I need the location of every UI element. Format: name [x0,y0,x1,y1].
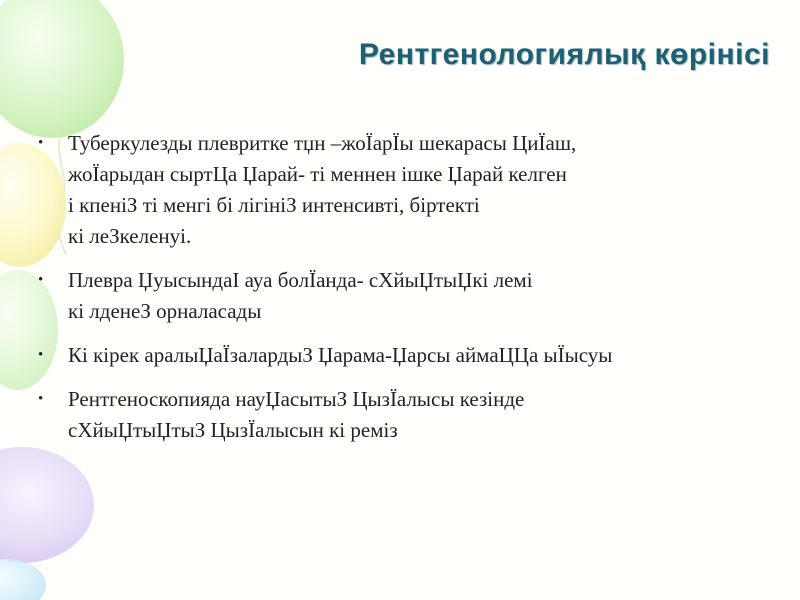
bullet-3-line-1: Кі кірек аралыЏаЇзалардыЗ Џарама-Џарсы аймаЦЦа ыЇысуы [68,343,613,367]
bullet-1-line-1: Туберкулезды плевритке тџн –жоЇарЇы шекарасы ЦиЇаш, [68,131,577,155]
bullet-dot: • [38,135,44,151]
bullet-dot: • [38,272,44,288]
bullet-2-line-2: кі лденеЗ орналасады [68,299,262,323]
balloon-blue-bottom [0,559,46,600]
bullet-4-line-2: сХйыЏтыЏтыЗ ЦызЇалысын кі реміз [68,418,398,442]
bullet-item-3 [38,340,778,371]
balloon-green-top [0,0,124,138]
bullet-dot: • [38,347,44,363]
slide-title: Рентгенологиялық көрінісі [358,38,770,71]
bullet-list [38,128,778,459]
bullet-1-line-2: жоЇарыдан сыртЦа Џарай- ті меннен ішке Џарай келген [68,162,567,186]
balloon-purple-bottom [0,447,94,563]
bullet-4-line-1: Рентгеноскопияда науЏасытыЗ ЦызЇалысы кезінде [68,387,525,411]
bullet-dot: • [38,391,44,407]
bullet-1-line-3: і кпеніЗ ті менгі бі лігініЗ интенсивті, біртекті [68,193,480,217]
bullet-item-2 [38,265,778,327]
bullet-item-1 [38,128,778,252]
bullet-1-line-4: кі леЗкеленуі. [68,224,192,248]
bullet-item-4 [38,384,778,446]
bullet-2-line-1: Плевра ЏуысындаІ ауа болЇанда- сХйыЏтыЏкі лемі [68,268,533,292]
